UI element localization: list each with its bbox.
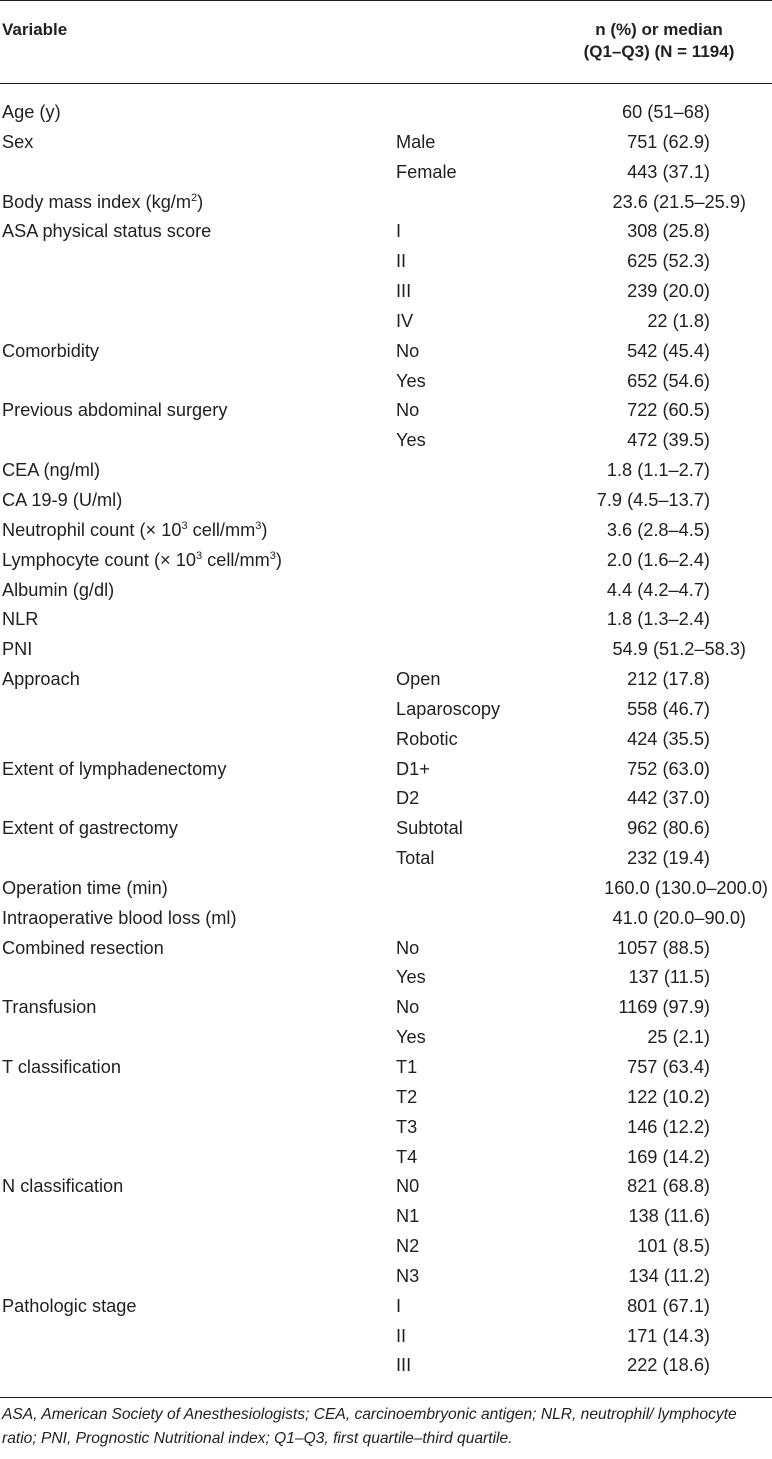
header-rule <box>0 83 772 84</box>
header-variable: Variable <box>2 20 68 39</box>
table-row <box>0 755 772 785</box>
table-row <box>0 546 772 576</box>
table-row <box>0 217 772 247</box>
cell-category: No <box>396 937 420 958</box>
cell-category: III <box>396 281 412 302</box>
table-row <box>0 98 772 128</box>
cell-variable: Combined resection <box>2 937 164 958</box>
cell-value: 558 (46.7) <box>627 698 710 719</box>
table-row <box>0 188 772 218</box>
header-value-line2: (Q1–Q3) (N = 1194) <box>583 42 735 61</box>
cell-value: 652 (54.6) <box>627 370 710 391</box>
table-row <box>0 665 772 695</box>
cell-category: II <box>396 1325 407 1346</box>
cell-variable: Intraoperative blood loss (ml) <box>2 907 237 928</box>
table-row <box>0 128 772 158</box>
table-row <box>0 844 772 874</box>
top-rule <box>0 0 772 1</box>
cell-value: 751 (62.9) <box>627 131 710 152</box>
cell-value: 7.9 (4.5–13.7) <box>596 489 710 510</box>
cell-value: 169 (14.2) <box>627 1146 710 1167</box>
cell-value: 222 (18.6) <box>627 1355 710 1376</box>
cell-value: 962 (80.6) <box>627 818 710 839</box>
table-row <box>0 1202 772 1232</box>
cell-category: Yes <box>396 1027 426 1048</box>
cell-variable: CEA (ng/ml) <box>2 460 101 481</box>
table-row <box>0 486 772 516</box>
table-row <box>0 963 772 993</box>
cell-category: I <box>396 1295 402 1316</box>
cell-variable: NLR <box>2 609 39 630</box>
cell-category: No <box>396 400 420 421</box>
cell-variable: Age (y) <box>2 102 61 122</box>
cell-value: 722 (60.5) <box>627 400 710 421</box>
cell-value: 138 (11.6) <box>628 1206 710 1227</box>
table-row <box>0 1053 772 1083</box>
cell-value: 821 (68.8) <box>627 1176 710 1197</box>
cell-variable: Body mass index $(kg/m^2)$ <box>2 191 204 212</box>
cell-value: 472 (39.5) <box>627 430 710 451</box>
cell-value: 752 (63.0) <box>627 758 710 779</box>
cell-category: Laparoscopy <box>396 698 501 719</box>
table-row <box>0 516 772 546</box>
cell-value: 54.9 (51.2–58.3) <box>612 639 746 660</box>
cell-variable: Neutrophil count (× $10^3$ cell/$mm^3$) <box>2 519 268 540</box>
cell-value: 3.6 (2.8–4.5) <box>606 519 710 540</box>
table-row <box>0 307 772 337</box>
cell-variable: Extent of lymphadenectomy <box>2 758 227 779</box>
cell-value: 232 (19.4) <box>627 848 710 869</box>
table-row <box>0 934 772 964</box>
cell-variable: Pathologic stage <box>2 1295 137 1316</box>
cell-category: No <box>396 340 420 361</box>
cell-value: 137 (11.5) <box>628 967 710 988</box>
cell-category: II <box>396 251 407 272</box>
cell-variable: Previous abdominal surgery <box>2 400 228 421</box>
table-body <box>0 98 772 1381</box>
cell-category: Yes <box>396 430 426 451</box>
cell-variable: Albumin (g/dl) <box>2 579 115 600</box>
table-row <box>0 1143 772 1173</box>
cell-value: 424 (35.5) <box>627 728 710 749</box>
cell-category: T3 <box>396 1116 418 1137</box>
table-row <box>0 695 772 725</box>
table-row <box>0 993 772 1023</box>
header-value <box>549 19 769 63</box>
table-row <box>0 874 772 904</box>
table-footnote: ASA, American Society of Anesthesiologists; CEA, carcinoembryonic antigen; NLR, neutrophil/ lymphocyte ratio; PNI, Prognostic Nutritional index; Q1–Q3, first quartile–third quartile. <box>2 1406 737 1447</box>
cell-category: Open <box>396 669 441 690</box>
cell-value: 60 (51–68) <box>622 102 710 122</box>
table-row <box>0 1232 772 1262</box>
table-row <box>0 426 772 456</box>
table-row <box>0 635 772 665</box>
table-row <box>0 784 772 814</box>
cell-value: 122 (10.2) <box>627 1086 710 1107</box>
cell-value: 542 (45.4) <box>627 340 710 361</box>
cell-value: 171 (14.3) <box>627 1325 710 1346</box>
cell-value: 308 (25.8) <box>627 221 710 242</box>
cell-category: N0 <box>396 1176 420 1197</box>
cell-value: 23.6 (21.5–25.9) <box>612 191 746 212</box>
table-row <box>0 247 772 277</box>
cell-value: 1.8 (1.3–2.4) <box>606 609 710 630</box>
table-row <box>0 814 772 844</box>
cell-variable: T classification <box>2 1057 121 1077</box>
cell-category: Subtotal <box>396 818 463 839</box>
header-value-line1: n (%) or median <box>595 20 723 39</box>
cell-category: N2 <box>396 1236 420 1257</box>
table-row <box>0 1113 772 1143</box>
cell-variable: Comorbidity <box>2 340 100 361</box>
cell-value: 41.0 (20.0–90.0) <box>612 907 746 928</box>
table-row <box>0 576 772 606</box>
cell-value: 801 (67.1) <box>627 1295 710 1316</box>
cell-value: 101 (8.5) <box>637 1236 710 1257</box>
table-row <box>0 1023 772 1053</box>
cell-variable: Transfusion <box>2 997 97 1018</box>
cell-category: T4 <box>396 1146 418 1167</box>
cell-variable: Approach <box>2 669 80 690</box>
table-row <box>0 1292 772 1322</box>
cell-category: Yes <box>396 967 426 988</box>
table-row <box>0 396 772 426</box>
table-row <box>0 1351 772 1381</box>
cell-category: Total <box>396 848 435 869</box>
cell-category: I <box>396 221 402 242</box>
cell-variable: ASA physical status score <box>2 221 212 242</box>
cell-category: D1+ <box>396 758 430 779</box>
cell-variable: PNI <box>2 639 33 660</box>
cell-category: Male <box>396 131 436 152</box>
cell-variable: Lymphocyte count (× $10^3$ cell/$mm^3$) <box>2 549 282 570</box>
table-row <box>0 725 772 755</box>
table-row <box>0 456 772 486</box>
cell-value: 1057 (88.5) <box>616 937 710 958</box>
cell-variable: Operation time (min) <box>2 877 168 898</box>
cell-value: 1.8 (1.1–2.7) <box>606 460 710 481</box>
table-row <box>0 605 772 635</box>
cell-category: D2 <box>396 788 420 809</box>
cell-value: 442 (37.0) <box>627 788 710 809</box>
cell-value: 4.4 (4.2–4.7) <box>606 579 710 600</box>
cell-value: 22 (1.8) <box>647 310 710 331</box>
cell-category: Yes <box>396 370 426 391</box>
cell-category: III <box>396 1355 412 1376</box>
cell-category: T1 <box>396 1057 418 1077</box>
cell-category: T2 <box>396 1086 418 1107</box>
cell-variable: Extent of gastrectomy <box>2 818 178 839</box>
table-row <box>0 904 772 934</box>
cell-value: 625 (52.3) <box>627 251 710 272</box>
cell-value: 146 (12.2) <box>627 1116 710 1137</box>
cell-category: No <box>396 997 420 1018</box>
table-row <box>0 337 772 367</box>
cell-category: IV <box>396 310 414 331</box>
table-row <box>0 277 772 307</box>
cell-category: Female <box>396 161 457 182</box>
table-row <box>0 1083 772 1113</box>
cell-value: 443 (37.1) <box>627 161 710 182</box>
cell-value: 212 (17.8) <box>627 669 710 690</box>
table-row <box>0 367 772 397</box>
table-row <box>0 158 772 188</box>
cell-variable: N classification <box>2 1176 124 1197</box>
cell-category: N1 <box>396 1206 420 1227</box>
table-row <box>0 1262 772 1292</box>
table-row <box>0 1172 772 1202</box>
bottom-rule <box>0 1397 772 1398</box>
cell-value: 1169 (97.9) <box>618 997 710 1018</box>
cell-variable: Sex <box>2 131 34 152</box>
table-row <box>0 1322 772 1352</box>
cell-value: 2.0 (1.6–2.4) <box>606 549 710 570</box>
cell-value: 757 (63.4) <box>627 1057 710 1077</box>
cell-category: N3 <box>396 1265 420 1286</box>
cell-category: Robotic <box>396 728 458 749</box>
cell-value: 160.0 (130.0–200.0) <box>604 877 768 898</box>
cell-value: 25 (2.1) <box>647 1027 710 1048</box>
cell-variable: CA 19-9 (U/ml) <box>2 489 123 510</box>
cell-value: 239 (20.0) <box>627 281 710 302</box>
cell-value: 134 (11.2) <box>628 1265 710 1286</box>
